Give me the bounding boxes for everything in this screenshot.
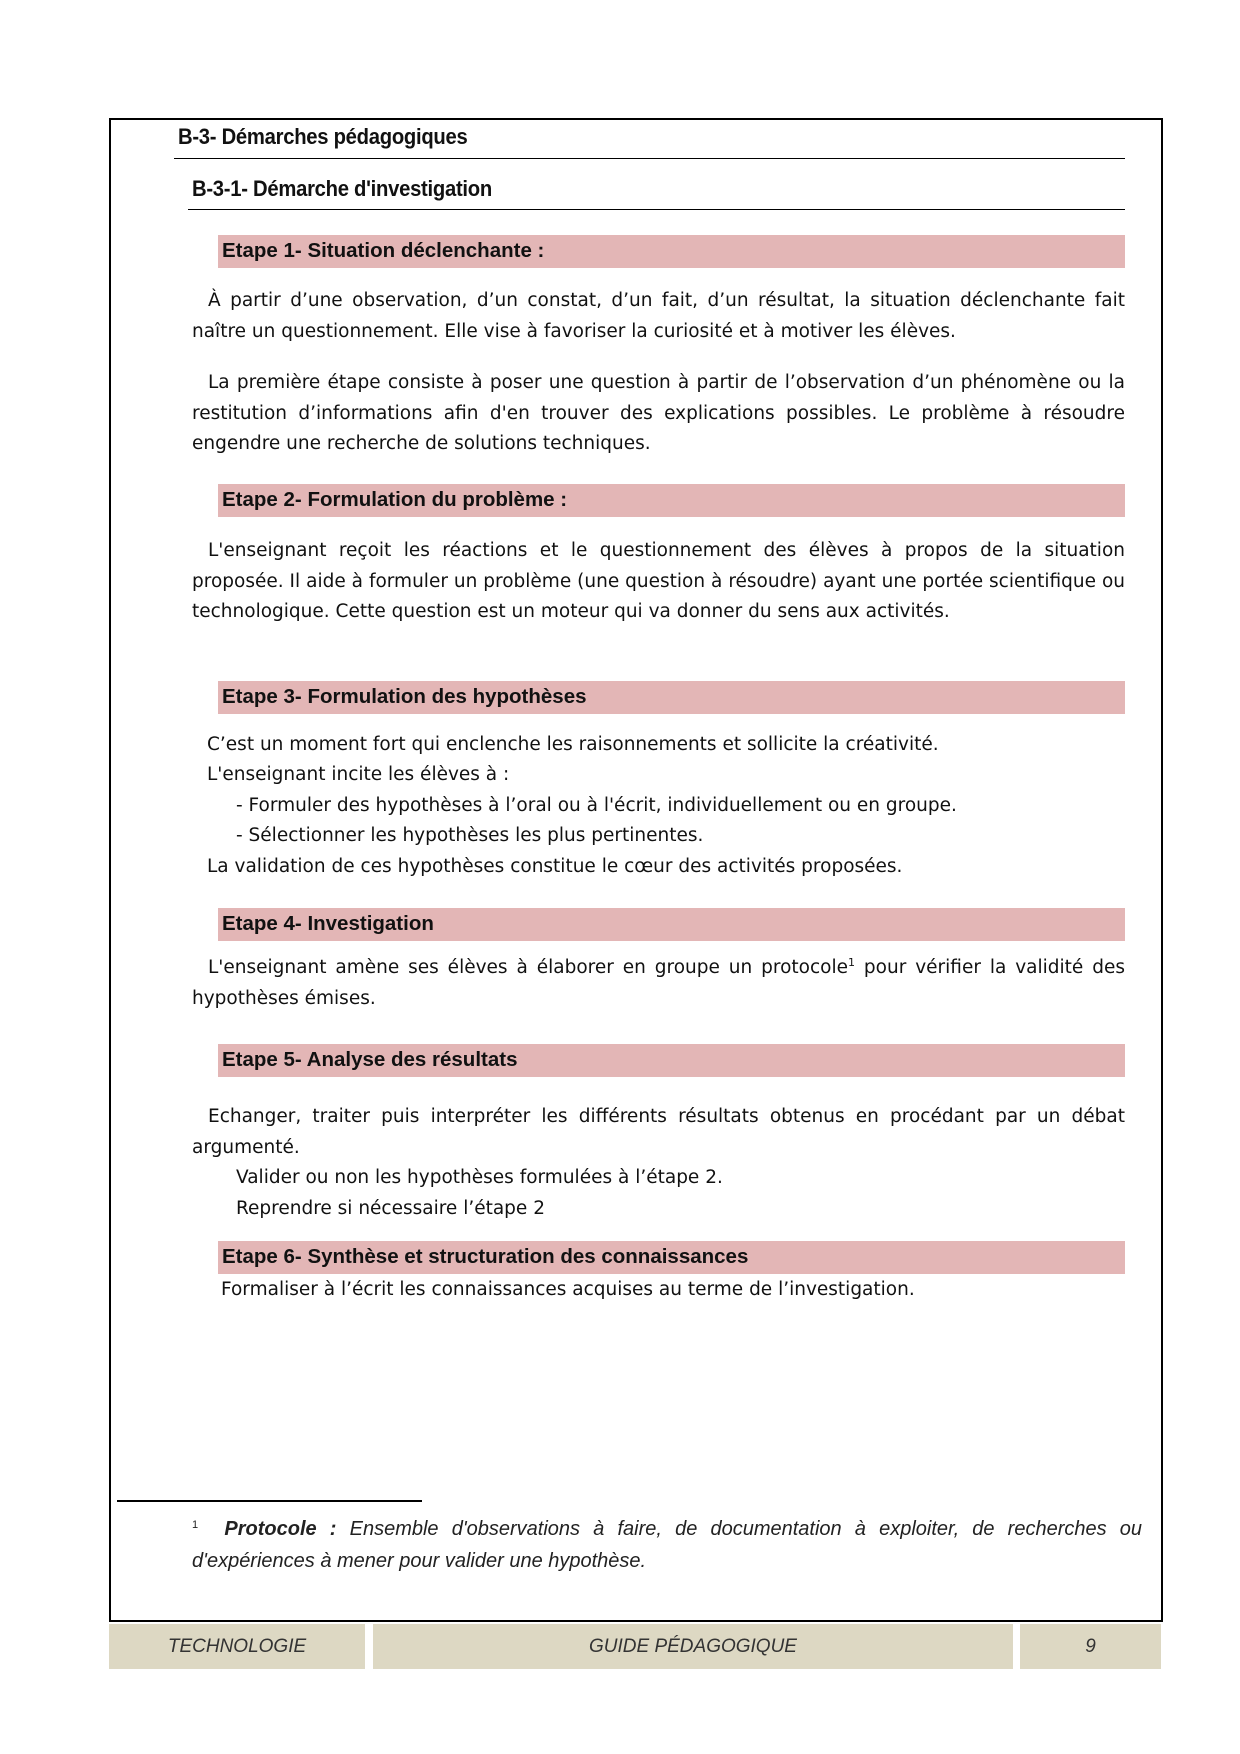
footer-subject [109, 1624, 365, 1669]
step-3-line-2: L'enseignant incite les élèves à : [207, 764, 510, 785]
step-6-line: Formaliser à l’écrit les connaissances acquises au terme de l’investigation. [221, 1279, 915, 1300]
footnote-separator [117, 1500, 422, 1502]
step-6-header [218, 1241, 1125, 1274]
step-2-title: Etape 2- Formulation du problème : [222, 488, 568, 511]
footer-title-label: GUIDE PÉDAGOGIQUE [589, 1635, 797, 1657]
step-4-title: Etape 4- Investigation [222, 912, 434, 935]
step-2-header [218, 484, 1125, 517]
step-3-line-5: La validation de ces hypothèses constitue le cœur des activités proposées. [207, 856, 903, 877]
step-1-paragraph-2: La première étape consiste à poser une question à partir de l’observation d’un phénomène ou la restitution d’informations afin d'en trouver des explications possibles. Le problème à résoudre engendre une recherche de solutions techniques. [192, 372, 1125, 454]
step-3-line-1: C’est un moment fort qui enclenche les raisonnements et sollicite la créativité. [207, 734, 939, 755]
footnote-term: Protocole : [224, 1518, 337, 1540]
footnote-number: 1 [192, 1519, 199, 1531]
step-5-paragraph: Echanger, traiter puis interpréter les différents résultats obtenus en procédant par un débat argumenté. [192, 1106, 1125, 1158]
subsection-heading-rule [188, 209, 1125, 210]
step-3-header [218, 681, 1125, 714]
step-4-paragraph [192, 953, 1125, 1014]
step-3-bullet-1: - Formuler des hypothèses à l’oral ou à l'écrit, individuellement ou en groupe. [236, 795, 957, 816]
step-5-line-1: Valider ou non les hypothèses formulées à l’étape 2. [236, 1167, 723, 1188]
step-2-paragraph: L'enseignant reçoit les réactions et le questionnement des élèves à propos de la situation proposée. Il aide à formuler un problème (une question à résoudre) ayant une portée scientifique ou technologique. Cette question est un moteur qui va donner du sens aux activités. [192, 540, 1125, 622]
footer-subject-label: TECHNOLOGIE [167, 1635, 307, 1657]
step-5-title: Etape 5- Analyse des résultats [222, 1048, 518, 1071]
section-heading-rule [174, 158, 1125, 159]
section-heading: B-3- Démarches pédagogiques [178, 124, 468, 149]
step-6-title: Etape 6- Synthèse et structuration des connaissances [222, 1245, 749, 1268]
step-1-paragraph-1: À partir d’une observation, d’un constat, d’un fait, d’un résultat, la situation déclenchante fait naître un questionnement. Elle vise à favoriser la curiosité et à motiver les élèves. [192, 290, 1125, 342]
page-number: 9 [1085, 1635, 1096, 1657]
step-5-line-2: Reprendre si nécessaire l’étape 2 [236, 1198, 545, 1219]
footnote-text: Ensemble d'observations à faire, de documentation à exploiter, de recherches ou d'expériences à mener pour valider une hypothèse. [192, 1518, 1142, 1572]
step-4-text-before: L'enseignant amène ses élèves à élaborer en groupe un protocole [208, 957, 848, 978]
step-1-header [218, 235, 1125, 268]
step-3-bullet-2: - Sélectionner les hypothèses les plus pertinentes. [236, 825, 704, 846]
footer-page-number [1020, 1624, 1161, 1669]
step-4-text-after: pour vérifier la validité des hypothèses émises. [192, 957, 1125, 1009]
step-4-header [218, 908, 1125, 941]
footnote [192, 1513, 1142, 1577]
step-5-header [218, 1044, 1125, 1077]
footer-title [373, 1624, 1013, 1669]
footnote-reference[interactable]: 1 [848, 956, 855, 969]
step-1-title: Etape 1- Situation déclenchante : [222, 239, 545, 262]
step-3-title: Etape 3- Formulation des hypothèses [222, 685, 587, 708]
subsection-heading: B-3-1- Démarche d'investigation [192, 176, 492, 201]
